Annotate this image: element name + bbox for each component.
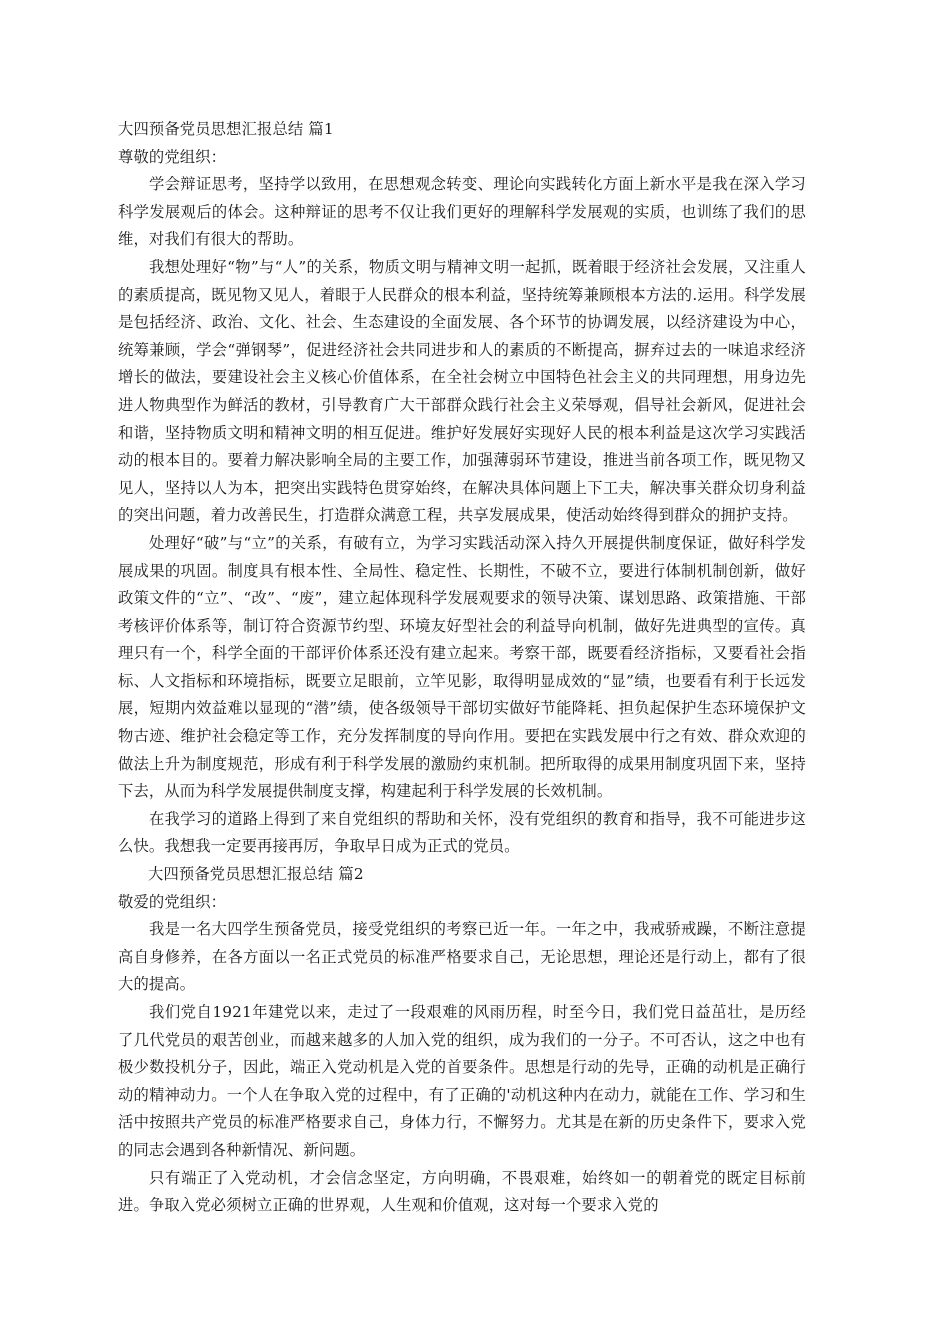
paragraph: 我是一名大四学生预备党员，接受党组织的考察已近一年。一年之中，我戒骄戒躁，不断注意提高自身修养，在各方面以一名正式党员的标准严格要求自己，无论思想，理论还是行动上，都有了很大的提高。	[118, 920, 806, 994]
salutation: 敬爱的党组织：	[118, 892, 227, 911]
section-2	[118, 861, 806, 1220]
section-title: 大四预备党员思想汇报总结 篇1	[118, 120, 334, 138]
paragraph: 学会辩证思考，坚持学以致用，在思想观念转变、理论向实践转化方面上新水平是我在深入学习科学发展观后的体会。这种辩证的思考不仅让我们更好的理解科学发展观的实质，也训练了我们的思维，对我们有很大的帮助。	[118, 175, 806, 249]
salutation: 尊敬的党组织：	[118, 147, 227, 166]
paragraph: 只有端正了入党动机，才会信念坚定，方向明确，不畏艰难，始终如一的朝着党的既定目标前进。争取入党必须树立正确的世界观，人生观和价值观，这对每一个要求入党的	[118, 1168, 806, 1215]
document-page	[118, 116, 806, 1220]
paragraph: 处理好“破”与“立”的关系，有破有立，为学习实践活动深入持久开展提供制度保证，做好科学发展成果的巩固。制度具有根本性、全局性、稳定性、长期性，不破不立，要进行体制机制创新，做好政策文件的“立”、“改”、“废”，建立起体现科学发展观要求的领导决策、谋划思路、政策措施、干部考核评价体系等，制订符合资源节约型、环境友好型社会的利益导向机制，做好先进典型的宣传。真理只有一个，科学全面的干部评价体系还没有建立起来。考察干部，既要看经济指标，又要看社会指标、人文指标和环境指标，既要立足眼前，立竿见影，取得明显成效的“显”绩，也要看有利于长远发展，短期内效益难以显现的“潜”绩，使各级领导干部切实做好节能降耗、担负起保护生态环境保护文物古迹、维护社会稳定等工作，充分发挥制度的导向作用。要把在实践发展中行之有效、群众欢迎的做法上升为制度规范，形成有利于科学发展的激励约束机制。把所取得的成果用制度巩固下来，坚持下去，从而为科学发展提供制度支撑，构建起利于科学发展的长效机制。	[118, 533, 806, 801]
section-title: 大四预备党员思想汇报总结 篇2	[148, 865, 364, 884]
section-1	[118, 116, 806, 861]
paragraph: 我想处理好“物”与“人”的关系，物质文明与精神文明一起抓，既着眼于经济社会发展，又注重人的素质提高，既见物又见人，着眼于人民群众的根本利益，坚持统筹兼顾根本方法的.运用。科学发展是包括经济、政治、文化、社会、生态建设的全面发展、各个环节的协调发展，以经济建设为中心，统筹兼顾，学会“弹钢琴”，促进经济社会共同进步和人的素质的不断提高，摒弃过去的一味追求经济增长的做法，要建设社会主义核心价值体系，在全社会树立中国特色社会主义的共同理想，用身边先进人物典型作为鲜活的教材，引导教育广大干部群众践行社会主义荣辱观，倡导社会新风，促进社会和谐，坚持物质文明和精神文明的相互促进。维护好发展好实现好人民的根本利益是这次学习实践活动的根本目的。要着力解决影响全局的主要工作，加强薄弱环节建设，推进当前各项工作，既见物又见人，坚持以人为本，把突出实践特色贯穿始终，在解决具体问题上下工夫，解决事关群众切身利益的突出问题，着力改善民生，打造群众满意工程，共享发展成果，使活动始终得到群众的拥护支持。	[118, 257, 806, 525]
paragraph: 我们党自1921年建党以来，走过了一段艰难的风雨历程，时至今日，我们党日益茁壮，是历经了几代党员的艰苦创业，而越来越多的人加入党的组织，成为我们的一分子。不可否认，这之中也有极少数投机分子，因此，端正入党动机是入党的首要条件。思想是行动的先导，正确的动机是正确行动的精神动力。一个人在争取入党的过程中，有了正确的'动机这种内在动力，就能在工作、学习和生活中按照共产党员的标准严格要求自己，身体力行，不懈努力。尤其是在新的历史条件下，要求入党的同志会遇到各种新情况、新问题。	[118, 1003, 806, 1159]
paragraph: 在我学习的道路上得到了来自党组织的帮助和关怀，没有党组织的教育和指导，我不可能进步这么快。我想我一定要再接再厉，争取早日成为正式的党员。	[118, 809, 806, 856]
